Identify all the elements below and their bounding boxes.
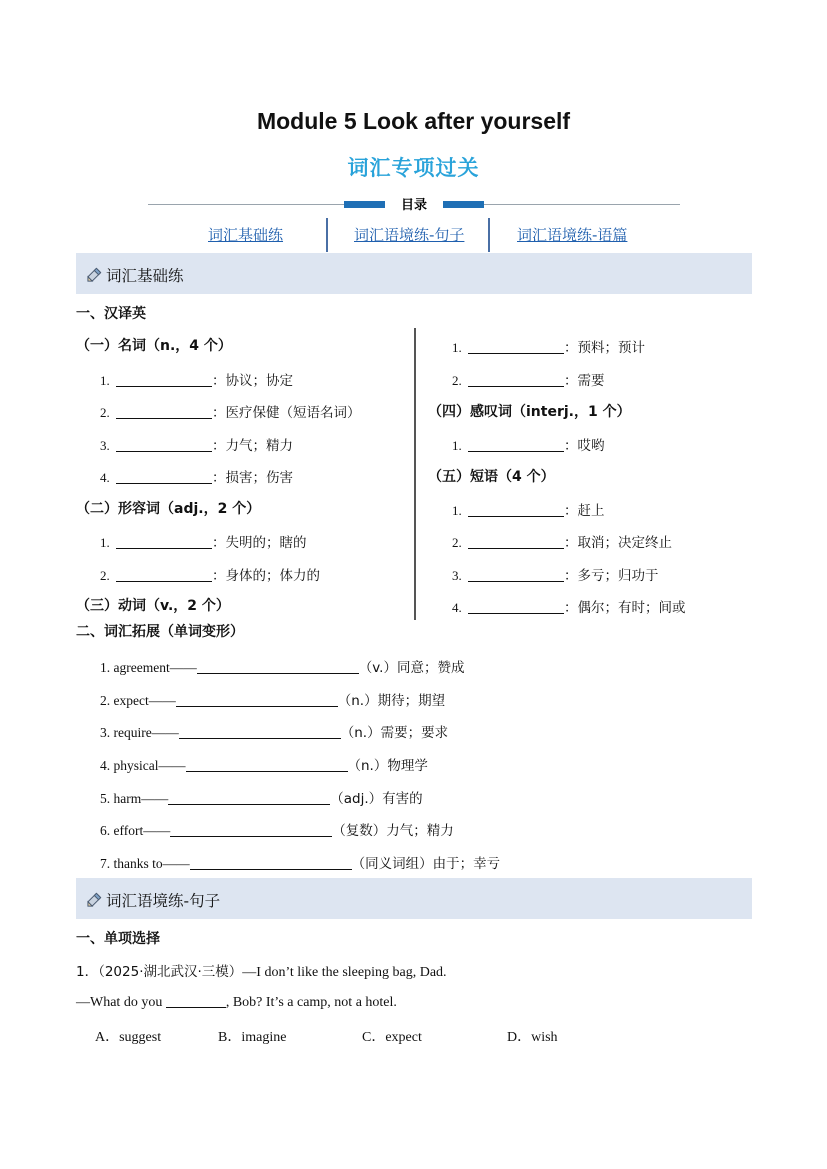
- extension-item: 5. harm—— （adj.）有害的: [100, 791, 423, 807]
- answer-blank[interactable]: [166, 993, 226, 1008]
- column-divider: [414, 328, 416, 620]
- part-heading: 一、单项选择: [76, 931, 160, 947]
- interj-heading: （四）感叹词（interj.，1 个）: [428, 404, 631, 420]
- pencil-icon: [85, 264, 105, 284]
- page-title: Module 5 Look after yourself: [256, 108, 571, 134]
- answer-blank[interactable]: [116, 372, 212, 387]
- list-item: 2. ：需要: [452, 373, 605, 389]
- answer-blank[interactable]: [168, 790, 330, 805]
- option-c[interactable]: C．expect: [362, 1030, 422, 1045]
- answer-blank[interactable]: [116, 534, 212, 549]
- extension-item: 4. physical—— （n.）物理学: [100, 758, 428, 774]
- question-line: 1．（2025·湖北武汉·三模）—I don’t like the sleeping bag, Dad.: [76, 964, 447, 980]
- answer-blank[interactable]: [468, 372, 564, 387]
- phrase-heading: （五）短语（4 个）: [428, 469, 555, 485]
- section-band-sentence: [76, 878, 752, 919]
- answer-blank[interactable]: [190, 855, 352, 870]
- question-line: —What do you , Bob? It’s a camp, not a hotel.: [76, 995, 397, 1010]
- list-item: 3. ：多亏；归功于: [452, 568, 659, 584]
- answer-blank[interactable]: [468, 502, 564, 517]
- answer-blank[interactable]: [468, 599, 564, 614]
- option-d[interactable]: D．wish: [507, 1030, 558, 1045]
- answer-blank[interactable]: [186, 757, 348, 772]
- extension-item: 7. thanks to—— （同义词组）由于；幸亏: [100, 856, 501, 872]
- list-item: 2. ：医疗保健（短语名词）: [100, 405, 361, 421]
- extension-item: 6. effort—— （复数）力气；精力: [100, 823, 454, 839]
- list-item: 2. ：取消；决定终止: [452, 535, 672, 551]
- toc-link-basic[interactable]: 词汇基础练: [208, 226, 284, 244]
- extension-item: 3. require—— （n.）需要；要求: [100, 725, 449, 741]
- answer-blank[interactable]: [197, 659, 359, 674]
- toc-separator: [326, 218, 328, 252]
- toc-link-sentence[interactable]: 词汇语境练-句子: [354, 226, 465, 244]
- option-b[interactable]: B．imagine: [218, 1030, 287, 1045]
- adj-heading: （二）形容词（adj.，2 个）: [76, 501, 261, 517]
- list-item: 1. ：预料；预计: [452, 340, 645, 356]
- list-item: 1. ：哎哟: [452, 438, 605, 454]
- answer-blank[interactable]: [179, 724, 341, 739]
- answer-blank[interactable]: [170, 822, 332, 837]
- verb-heading: （三）动词（v.，2 个）: [76, 598, 230, 614]
- extension-item: 1. agreement—— （v.）同意；赞成: [100, 660, 465, 676]
- toc-link-passage[interactable]: 词汇语境练-语篇: [517, 226, 628, 244]
- list-item: 4. ：偶尔；有时；间或: [452, 600, 686, 616]
- answer-blank[interactable]: [116, 469, 212, 484]
- list-item: 2. ：身体的；体力的: [100, 568, 320, 584]
- list-item: 1. ：协议；协定: [100, 373, 293, 389]
- extension-item: 2. expect—— （n.）期待；期望: [100, 693, 446, 709]
- pencil-icon: [85, 889, 105, 909]
- list-item: 1. ：失明的；瞎的: [100, 535, 307, 551]
- section-band-basic: [76, 253, 752, 294]
- option-a[interactable]: A．suggest: [95, 1030, 162, 1045]
- page-subtitle: 词汇专项过关: [347, 156, 480, 180]
- answer-blank[interactable]: [468, 339, 564, 354]
- part-heading: 一、汉译英: [76, 306, 146, 322]
- list-item: 4. ：损害；伤害: [100, 470, 293, 486]
- toc-label: 目录: [385, 194, 443, 213]
- nouns-heading: （一）名词（n.，4 个）: [76, 338, 232, 354]
- answer-blank[interactable]: [116, 404, 212, 419]
- answer-blank[interactable]: [116, 437, 212, 452]
- section-band-title: 词汇语境练-句子: [106, 892, 221, 910]
- list-item: 1. ：赶上: [452, 503, 605, 519]
- answer-blank[interactable]: [116, 567, 212, 582]
- section-band-title: 词汇基础练: [106, 267, 184, 285]
- answer-blank[interactable]: [468, 437, 564, 452]
- answer-blank[interactable]: [176, 692, 338, 707]
- list-item: 3. ：力气；精力: [100, 438, 293, 454]
- answer-blank[interactable]: [468, 567, 564, 582]
- toc-separator: [488, 218, 490, 252]
- answer-blank[interactable]: [468, 534, 564, 549]
- part-heading: 二、词汇拓展（单词变形）: [76, 624, 244, 640]
